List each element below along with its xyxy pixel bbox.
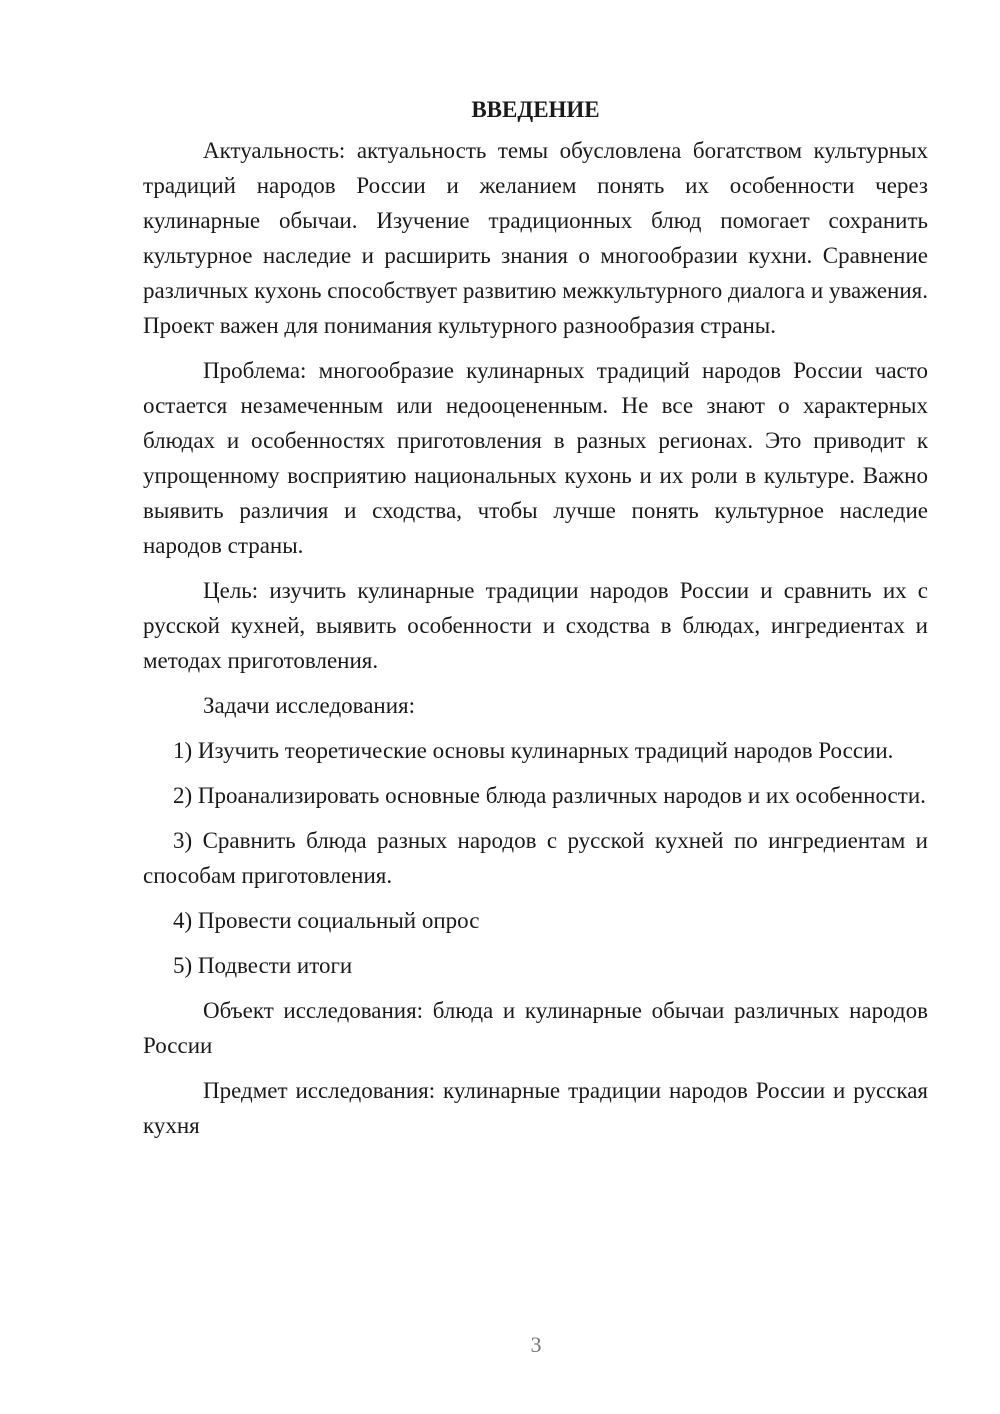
page-title: ВВЕДЕНИЕ [471,97,600,122]
task-item-2: 2) Проанализировать основные блюда различных народов и их особенности. [173,783,926,808]
task-item-5: 5) Подвести итоги [173,953,353,978]
document-page [143,92,928,1153]
task-item-4: 4) Провести социальный опрос [173,908,480,933]
task-item-1: 1) Изучить теоретические основы кулинарных традиций народов России. [173,738,894,763]
relevance-paragraph: Актуальность: актуальность темы обусловлена богатством культурных традиций народов России и желанием понять их особенности через кулинарные обычаи. Изучение традиционных блюд помогает сохранить культурное наследие и расширить знания о многообразии кухни. Сравнение различных кухонь способствует развитию межкультурного диалога и уважения. Проект важен для понимания культурного разнообразия страны. [143,138,928,338]
research-object-paragraph: Объект исследования: блюда и кулинарные обычаи различных народов России [143,998,928,1058]
task-item-3: 3) Сравнить блюда разных народов с русской кухней по ингредиентам и способам приготовления. [143,828,928,888]
research-subject-paragraph: Предмет исследования: кулинарные традиции народов России и русская кухня [143,1078,928,1138]
goal-paragraph: Цель: изучить кулинарные традиции народов России и сравнить их с русской кухней, выявить особенности и сходства в блюдах, ингредиентах и методах приготовления. [143,578,928,673]
page-number: 3 [530,1332,542,1357]
tasks-heading: Задачи исследования: [203,693,416,718]
problem-paragraph: Проблема: многообразие кулинарных традиций народов России часто остается незамеченным или недооцененным. Не все знают о характерных блюдах и особенностях приготовления в разных регионах. Это приводит к упрощенному восприятию национальных кухонь и их роли в культуре. Важно выявить различия и сходства, чтобы лучше понять культурное наследие народов страны. [143,358,928,558]
